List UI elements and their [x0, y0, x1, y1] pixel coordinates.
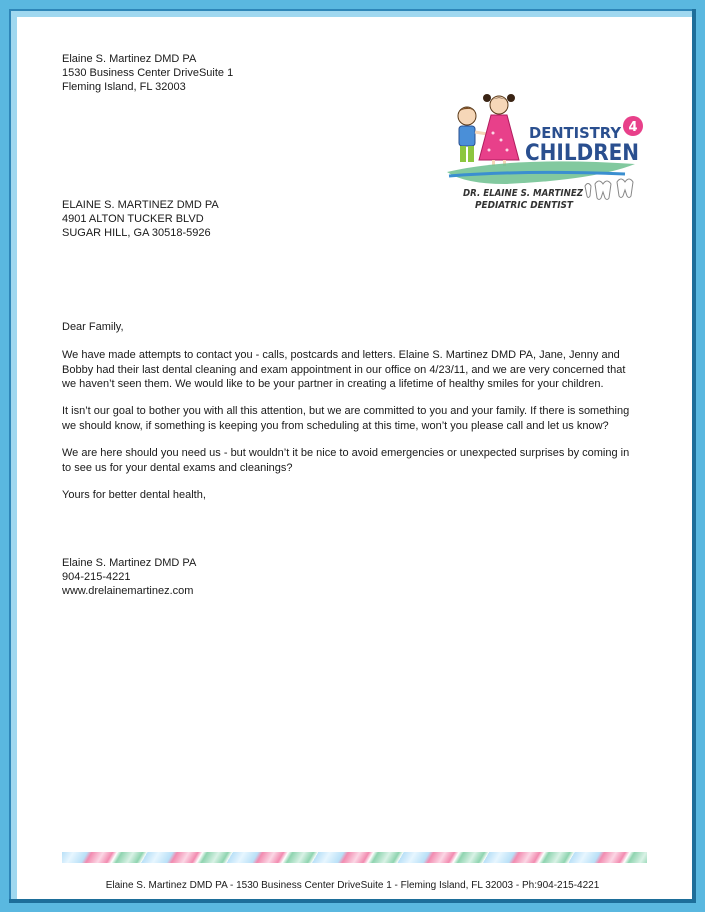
- recipient-city: SUGAR HILL, GA 30518-5926: [62, 227, 211, 239]
- practice-logo: [445, 88, 645, 216]
- brand-word-1: DENTISTRY: [529, 124, 623, 142]
- letter-footer: Elaine S. Martinez DMD PA - 1530 Business Center DriveSuite 1 - Fleming Island, FL 32003 - Ph:904-215-4221: [105, 880, 600, 891]
- letter-paragraph-2: It isn’t our goal to bother you with all this attention, but we are committed to you and your family. If there is something we should know, if something is keeping you from scheduling at this time, won’t you please call and let us know?: [62, 405, 630, 432]
- recipient-street: 4901 ALTON TUCKER BLVD: [62, 213, 204, 225]
- sender-name: Elaine S. Martinez DMD PA: [62, 53, 197, 65]
- decorative-stripe: [62, 852, 647, 863]
- brand-word-2: CHILDREN: [525, 141, 639, 166]
- tooth-icon: [595, 181, 611, 200]
- sender-address: [62, 52, 233, 94]
- tooth-icon: [617, 179, 633, 198]
- sender-street: 1530 Business Center DriveSuite 1: [62, 67, 234, 79]
- logo-doctor-name: DR. ELAINE S. MARTINEZ: [463, 188, 584, 199]
- signature-website: www.drelainemartinez.com: [62, 585, 194, 597]
- signature-phone: 904-215-4221: [62, 571, 131, 583]
- brand-number: 4: [628, 120, 638, 135]
- logo-graphic: [445, 88, 645, 216]
- girl-figure: [479, 94, 519, 166]
- letter-closing: Yours for better dental health,: [62, 489, 206, 501]
- recipient-name: ELAINE S. MARTINEZ DMD PA: [62, 199, 219, 211]
- logo-doctor-title: PEDIATRIC DENTIST: [475, 200, 575, 211]
- signature-block: [62, 556, 196, 598]
- letter-paragraph-3: We are here should you need us - but wouldn’t it be nice to avoid emergencies or unexpected surprises by coming in to see us for your dental exams and cleanings?: [62, 447, 630, 474]
- recipient-address: [62, 198, 219, 240]
- letter-greeting: Dear Family,: [62, 321, 124, 333]
- letter-paragraph-1: We have made attempts to contact you - calls, postcards and letters. Elaine S. Martinez DMD PA, Jane, Jenny and Bobby had their last dental cleaning and exam appointment in our office on 4/23/11, and we are very concerned that we haven’t seen them. We would like to be your partner in creating a lifetime of healthy smiles for your children.: [62, 349, 626, 390]
- tooth-icon: [585, 184, 591, 198]
- signature-name: Elaine S. Martinez DMD PA: [62, 557, 197, 569]
- sender-city: Fleming Island, FL 32003: [62, 81, 186, 93]
